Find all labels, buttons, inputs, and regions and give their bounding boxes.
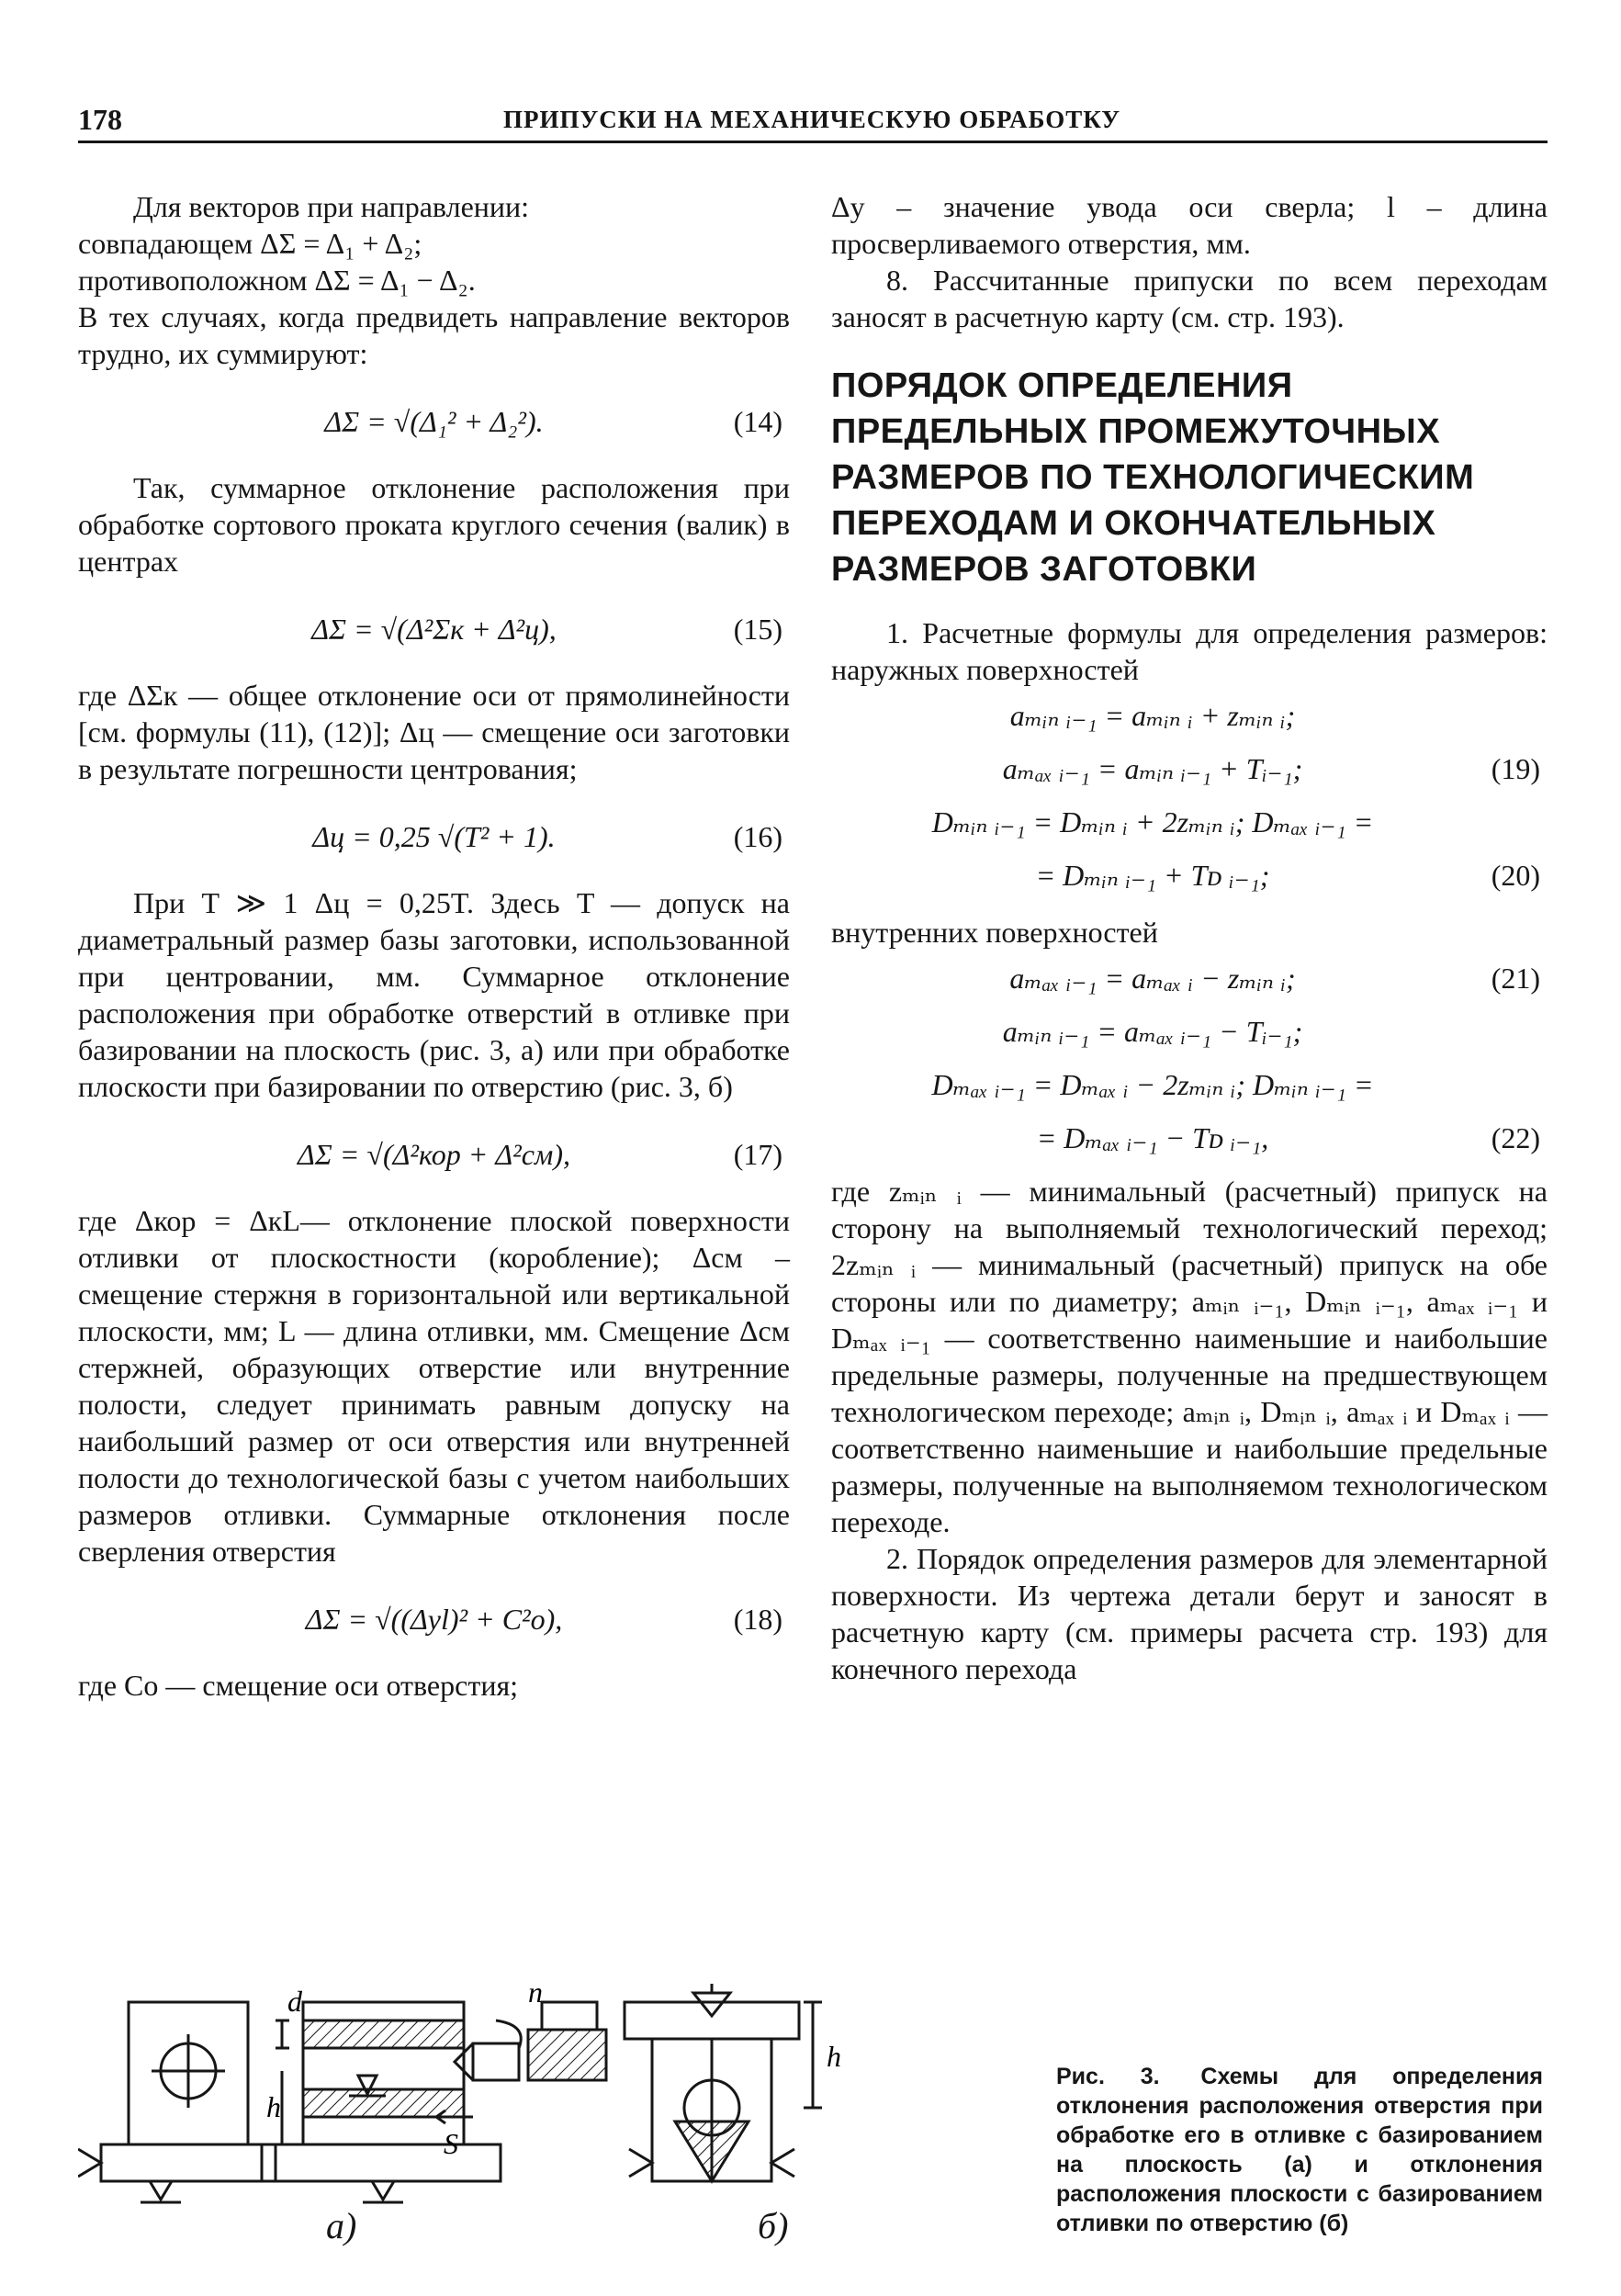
paragraph-where-18: где Cо — смещение оси отверстия; bbox=[78, 1669, 519, 1702]
part-top-flange bbox=[625, 2002, 799, 2039]
page-number: 178 bbox=[78, 103, 122, 136]
equation-19-line-2 bbox=[831, 741, 1548, 794]
figure-3-drawing bbox=[78, 1984, 996, 2259]
paragraph-where-17: где Δкор = ΔкL— отклонение плоской поверхности отливки от плоскостности (коробление); Δсм – смещение стержня в горизонтальной или вертикальной плоскости, мм; L — длина отливки, мм. Смещение Δсм стержней, образующих отверстие или внутренние полости, следует принимать равным допуску на наибольший размер от оси отверстия или внутренней полости до технологической базы с учетом наибольших размеров отливки. Суммарные отклонения после сверления отверстия bbox=[78, 1204, 790, 1568]
equation-22-line-1 bbox=[831, 1057, 1548, 1110]
equation-22a-formula: Dₘₐₓ ᵢ₋₁ = Dₘₐₓ ᵢ − 2zₘᵢₙ ᵢ; Dₘᵢₙ ᵢ₋₁ = bbox=[931, 1068, 1374, 1101]
paragraph-when-t: При T ≫ 1 Δц = 0,25T. Здесь T — допуск на диаметральный размер базы заготовки, использованной при центровании, мм. Суммарное отклонение расположения при обработке отверстий в отливке при базировании на плоскость (рис. 3, а) или при обработке плоскости при базировании по отверстию (рис. 3, б) bbox=[78, 886, 790, 1103]
running-title: ПРИПУСКИ НА МЕХАНИЧЕСКУЮ ОБРАБОТКУ bbox=[503, 106, 1121, 133]
equation-19b-formula: aₘₐₓ ᵢ₋₁ = aₘᵢₙ ᵢ₋₁ + Tᵢ₋₁; bbox=[1002, 752, 1303, 785]
paragraph-hard-to-predict: В тех случаях, когда предвидеть направление векторов трудно, их суммируют: bbox=[78, 300, 790, 370]
equation-14-formula: ΔΣ = √(Δ₁² + Δ₂²). bbox=[324, 405, 544, 438]
equation-15-number: (15) bbox=[733, 613, 782, 646]
equation-14 bbox=[78, 385, 790, 456]
dim-d-label: d bbox=[287, 1985, 302, 2018]
figure-label-a: а) bbox=[326, 2205, 357, 2246]
paragraph-item-2: 2. Порядок определения размеров для элементарной поверхности. Из чертежа детали берут и заносят в расчетную карту (см. примеры расчета стр. 193) для конечного перехода bbox=[831, 1542, 1548, 1685]
vector-opposite-direction: противоположном ΔΣ = Δ₁ − Δ₂. bbox=[78, 264, 476, 297]
equation-19-number: (19) bbox=[1491, 752, 1540, 785]
paragraph-where-22: где zₘᵢₙ ᵢ — минимальный (расчетный) припуск на сторону на выполняемый технологический переход; 2zₘᵢₙ ᵢ — минимальный (расчетный) припуск на обе стороны или по диаметру; aₘᵢₙ ᵢ₋₁, Dₘᵢₙ ᵢ₋₁, aₘₐₓ ᵢ₋₁ и Dₘₐₓ ᵢ₋₁ — соответственно наименьшие и наибольшие предельные размеры, полученные на предшествующем технологическом переходе; aₘᵢₙ ᵢ, Dₘᵢₙ ᵢ, aₘₐₓ ᵢ и Dₘₐₓ ᵢ — соответственно наименьшие и наибольшие предельные размеры, полученные на выполняемом технологическом переходе. bbox=[831, 1175, 1548, 1538]
equation-21-line-1 bbox=[831, 951, 1548, 1004]
equation-19-line-1 bbox=[831, 688, 1548, 741]
equation-21-line-2 bbox=[831, 1004, 1548, 1057]
equation-20-line-1 bbox=[831, 794, 1548, 848]
paragraph-drill-drift: Δу – значение увода оси сверла; l – длина просверливаемого отверстия, мм. bbox=[831, 190, 1548, 260]
header-rule bbox=[78, 141, 1548, 143]
section-heading: ПОРЯДОК ОПРЕДЕЛЕНИЯ ПРЕДЕЛЬНЫХ ПРОМЕЖУТОЧНЫХ РАЗМЕРОВ ПО ТЕХНОЛОГИЧЕСКИМ ПЕРЕХОДАМ И ОКОНЧАТЕЛЬНЫХ РАЗМЕРОВ ЗАГОТОВКИ bbox=[831, 366, 1475, 589]
equation-18 bbox=[78, 1582, 790, 1654]
dim-h-label-b: h bbox=[827, 2040, 841, 2073]
equation-15 bbox=[78, 592, 790, 664]
base-plate-left bbox=[101, 2144, 276, 2181]
vector-same-direction: совпадающем ΔΣ = Δ₁ + Δ₂; bbox=[78, 227, 422, 260]
equation-18-number: (18) bbox=[733, 1603, 782, 1636]
equation-17 bbox=[78, 1118, 790, 1189]
paragraph-inner-surfaces: внутренних поверхностей bbox=[831, 916, 1158, 949]
equation-20b-formula: = Dₘᵢₙ ᵢ₋₁ + Tᴅ ᵢ₋₁; bbox=[1035, 859, 1270, 892]
figure-label-b: б) bbox=[758, 2205, 789, 2246]
equation-16 bbox=[78, 800, 790, 872]
equation-16-number: (16) bbox=[733, 820, 782, 853]
figure-caption bbox=[1056, 2062, 1543, 2238]
equation-22-number: (22) bbox=[1491, 1121, 1540, 1154]
equation-21-number: (21) bbox=[1491, 962, 1540, 995]
arrow-s-label: S bbox=[444, 2127, 458, 2160]
equation-17-number: (17) bbox=[733, 1138, 782, 1171]
dim-h-label-a: h bbox=[266, 2090, 281, 2123]
equation-18-formula: ΔΣ = √((Δуl)² + C²о), bbox=[305, 1603, 563, 1636]
figure-3 bbox=[78, 1984, 996, 2259]
paragraph-item-8: 8. Рассчитанные припуски по всем переходам заносят в расчетную карту (см. стр. 193). bbox=[831, 264, 1548, 333]
arrow-n-label: n bbox=[528, 1984, 543, 2009]
equation-21b-formula: aₘᵢₙ ᵢ₋₁ = aₘₐₓ ᵢ₋₁ − Tᵢ₋₁; bbox=[1002, 1015, 1303, 1048]
equation-19a-formula: aₘᵢₙ ᵢ₋₁ = aₘᵢₙ ᵢ + zₘᵢₙ ᵢ; bbox=[1009, 699, 1296, 732]
paragraph-where-15: где ΔΣк — общее отклонение оси от прямолинейности [см. формулы (11), (12)]; Δц — смещение оси заготовки в результате погрешности центрования; bbox=[78, 679, 790, 785]
equation-16-formula: Δц = 0,25 √(T² + 1). bbox=[312, 820, 556, 853]
equation-17-formula: ΔΣ = √(Δ²кор + Δ²см), bbox=[298, 1138, 570, 1171]
equation-22-line-2 bbox=[831, 1110, 1548, 1164]
equation-22b-formula: = Dₘₐₓ ᵢ₋₁ − Tᴅ ᵢ₋₁, bbox=[1036, 1121, 1269, 1154]
equation-20-number: (20) bbox=[1491, 859, 1540, 892]
left-column bbox=[78, 188, 790, 1704]
vector-direction-intro: Для векторов при направлении: bbox=[133, 190, 530, 223]
equation-20-line-2 bbox=[831, 848, 1548, 901]
equation-20a-formula: Dₘᵢₙ ᵢ₋₁ = Dₘᵢₙ ᵢ + 2zₘᵢₙ ᵢ; Dₘₐₓ ᵢ₋₁ = bbox=[931, 805, 1374, 838]
equation-15-formula: ΔΣ = √(Δ²Σк + Δ²ц), bbox=[311, 613, 557, 646]
caption-text: Схемы для определения отклонения расположения отверстия при обработке его в отливке с базированием на плоскость (а) и отклонения расположения плоскости с базированием отливки по отверстию (б) bbox=[1056, 2064, 1543, 2236]
paragraph-total-deviation: Так, суммарное отклонение расположения при обработке сортового проката круглого сечения (валик) в центрах bbox=[78, 471, 790, 578]
paragraph-item-1: 1. Расчетные формулы для определения размеров: наружных поверхностей bbox=[831, 616, 1548, 686]
base-plate-right bbox=[262, 2144, 501, 2181]
equation-21a-formula: aₘₐₓ ᵢ₋₁ = aₘₐₓ ᵢ − zₘᵢₙ ᵢ; bbox=[1009, 962, 1296, 995]
equation-14-number: (14) bbox=[733, 405, 782, 438]
right-column bbox=[831, 188, 1548, 1687]
caption-label: Рис. 3. bbox=[1056, 2064, 1160, 2089]
